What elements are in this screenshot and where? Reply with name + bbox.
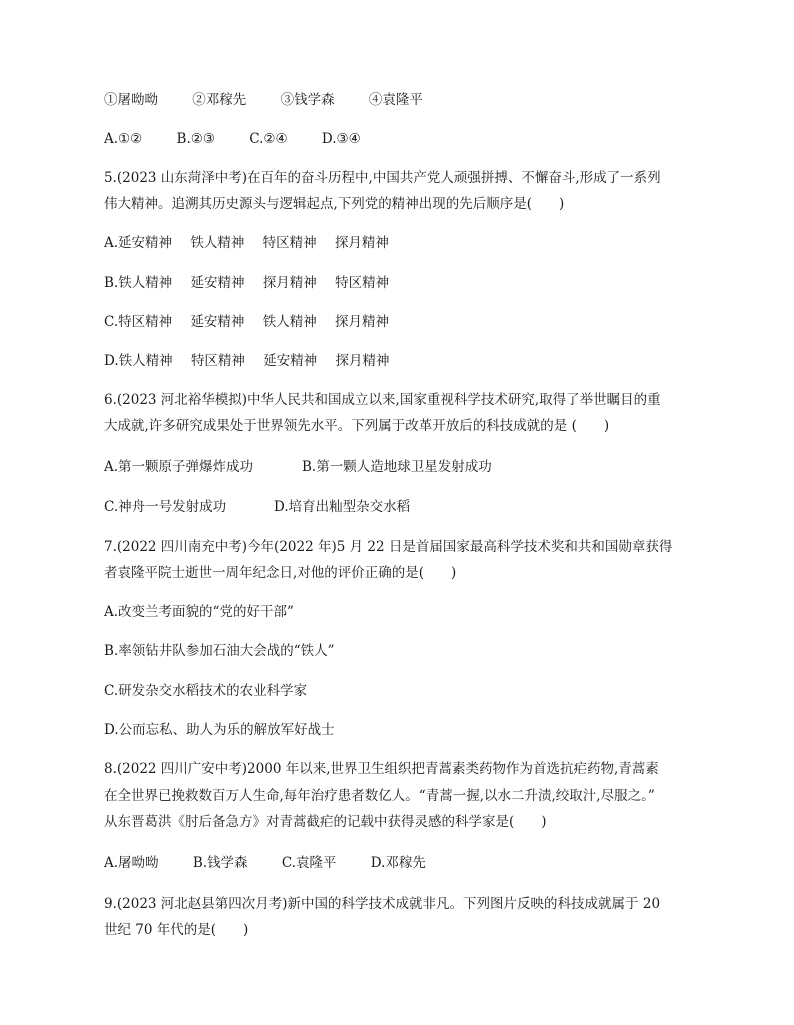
q5-option-a: A.延安精神 铁人精神 特区精神 探月精神 [104, 235, 389, 251]
q6-stem-line-1: 6.(2023 河北裕华模拟)中华人民共和国成立以来,国家重视科学技术研究,取得了举世瞩目的重 [104, 392, 661, 408]
q7-option-b: B.率领钻井队参加石油大会战的“铁人” [104, 643, 335, 659]
q9-stem-line-1: 9.(2023 河北赵县第四次月考)新中国的科学技术成就非凡。下列图片反映的科技成就属于 20 [104, 896, 661, 912]
q4-option-a: A.①② [104, 131, 143, 147]
q4-option-b: B.②③ [176, 131, 215, 147]
q8-option-b: B.钱学森 [192, 855, 248, 871]
q5-option-b: B.铁人精神 延安精神 探月精神 特区精神 [104, 275, 390, 291]
q4-item: ②邓稼先 [192, 92, 247, 108]
q7-option-c: C.研发杂交水稻技术的农业科学家 [104, 683, 308, 699]
q4-options [104, 129, 361, 149]
q4-option-c: C.②④ [249, 131, 288, 147]
q8-options [104, 853, 426, 873]
q8-stem-line-2: 在全世界已挽救数百万人生命,每年治疗患者数亿人。“青蒿一握,以水二升渍,绞取汁,尽服之。” [104, 788, 655, 804]
q4-items [104, 90, 423, 110]
q4-item: ①屠呦呦 [104, 92, 158, 108]
q6-option-b: B.第一颗人造地球卫星发射成功 [302, 459, 492, 475]
q7-stem-line-2: 者袁隆平院士逝世一周年纪念日,对他的评价正确的是( ) [104, 565, 457, 581]
q6-option-c: C.神舟一号发射成功 [104, 499, 227, 515]
q5-stem-line-1: 5.(2023 山东菏泽中考)在百年的奋斗历程中,中国共产党人顽强拼搏、不懈奋斗,形成了一系列 [104, 170, 661, 186]
q5-option-d: D.铁人精神 特区精神 延安精神 探月精神 [104, 353, 390, 369]
q8-option-d: D.邓稼先 [370, 855, 426, 871]
q6-option-a: A.第一颗原子弹爆炸成功 [104, 459, 254, 475]
q6-option-d: D.培育出籼型杂交水稻 [274, 499, 411, 515]
q7-option-a: A.改变兰考面貌的“党的好干部” [104, 604, 294, 620]
q7-stem-line-1: 7.(2022 四川南充中考)今年(2022 年)5 月 22 日是首届国家最高科学技术奖和共和国勋章获得 [104, 539, 673, 555]
q8-stem-line-3: 从东晋葛洪《肘后备急方》对青蒿截疟的记载中获得灵感的科学家是( ) [104, 814, 547, 830]
q4-item: ③钱学森 [280, 92, 335, 108]
q8-stem-line-1: 8.(2022 四川广安中考)2000 年以来,世界卫生组织把青蒿素类药物作为首选抗疟药物,青蒿素 [104, 761, 659, 777]
q8-option-a: A.屠呦呦 [104, 855, 159, 871]
q5-stem-line-2: 伟大精神。追溯其历史源头与逻辑起点,下列党的精神出现的先后顺序是( ) [104, 196, 565, 212]
q5-option-c: C.特区精神 延安精神 铁人精神 探月精神 [104, 314, 390, 330]
q9-stem-line-2: 世纪 70 年代的是( ) [104, 922, 249, 938]
q6-stem-line-2: 大成就,许多研究成果处于世界领先水平。下列属于改革开放后的科技成就的是 ( ) [104, 418, 610, 434]
q4-item: ④袁隆平 [368, 92, 423, 108]
q7-option-d: D.公而忘私、助人为乐的解放军好战士 [104, 722, 335, 738]
q4-option-d: D.③④ [321, 131, 361, 147]
q8-option-c: C.袁隆平 [281, 855, 337, 871]
